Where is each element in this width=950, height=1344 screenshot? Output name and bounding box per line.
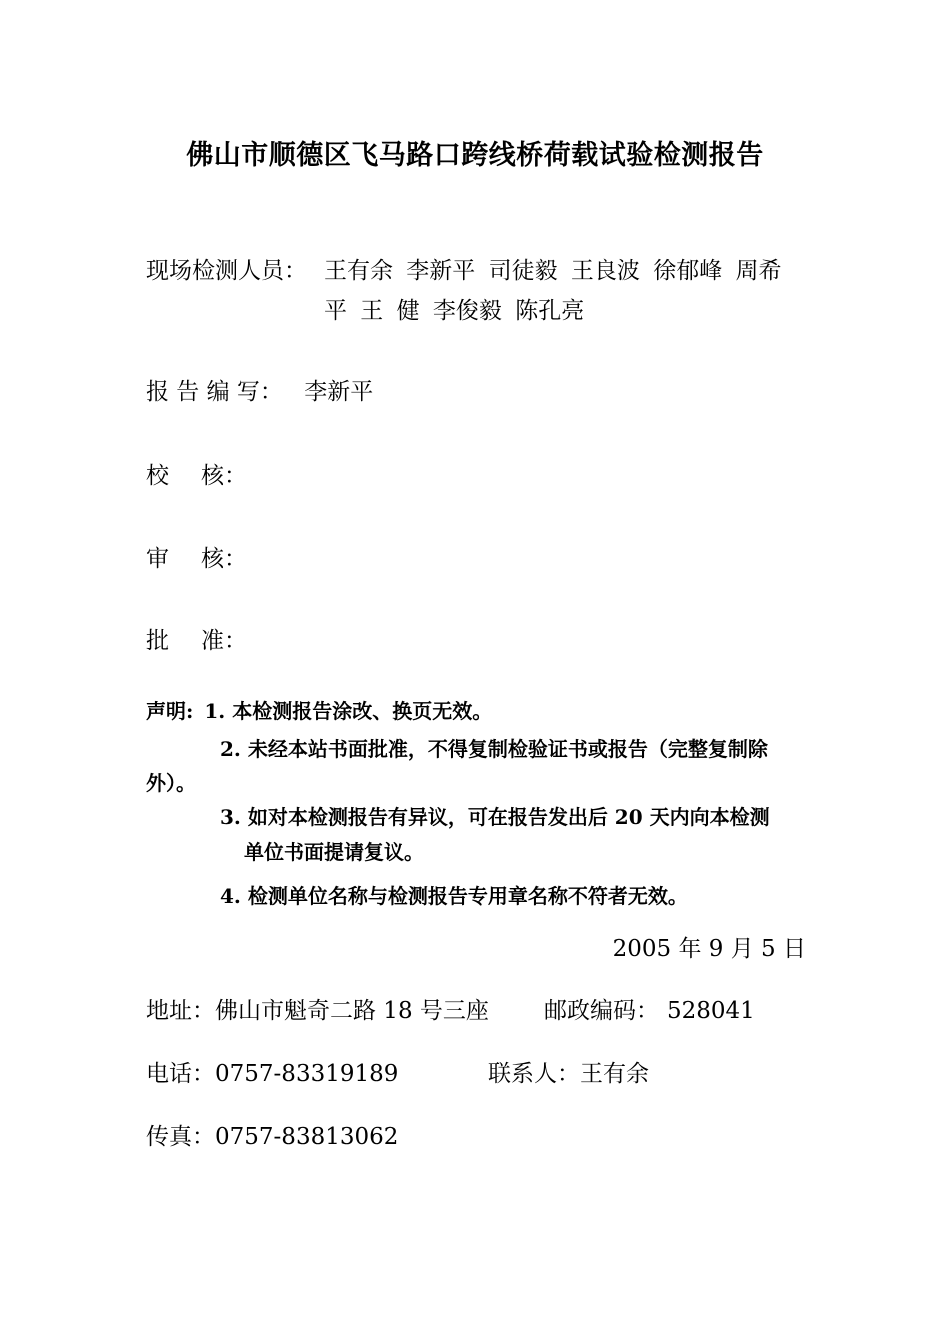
- staff-names-line-1: 王有余 李新平 司徒毅 王良波 徐郁峰 周希: [324, 258, 782, 284]
- staff-names-line-2: 平 王 健 李俊毅 陈孔亮: [324, 298, 585, 324]
- fax-value: 0757-83813062: [215, 1124, 399, 1150]
- signature-row-approve: [146, 622, 247, 655]
- declaration-label: 声明:: [146, 699, 194, 723]
- signature-label-check: 校核: [146, 463, 224, 489]
- report-writer-value: 李新平: [304, 379, 374, 405]
- postcode-value: 528041: [667, 998, 755, 1024]
- declaration-item-2-line-1: 2. 未经本站书面批准，不得复制检验证书或报告（完整复制除: [220, 737, 768, 761]
- address-value: 佛山市魁奇二路 18 号三座: [215, 998, 489, 1024]
- signature-row-review: [146, 540, 247, 573]
- signature-row-check: [146, 457, 247, 490]
- address-row: [146, 992, 489, 1025]
- declaration-item-4: 4. 检测单位名称与检测报告专用章名称不符者无效。: [220, 884, 688, 908]
- staff-label: 现场检测人员：: [146, 258, 307, 284]
- postcode-label: 邮政编码：: [544, 998, 659, 1024]
- report-writer-label: 报 告 编 写：: [146, 379, 283, 405]
- signature-colon-review: ：: [224, 546, 247, 572]
- fax-row: [146, 1118, 398, 1151]
- report-title: 佛山市顺德区飞马路口跨线桥荷载试验检测报告: [186, 140, 764, 171]
- phone-row: [146, 1055, 398, 1088]
- declaration-item-2-line-2: 外）。: [146, 771, 196, 795]
- declaration-item-3-line-1: 3. 如对本检测报告有异议，可在报告发出后 20 天内向本检测: [220, 805, 770, 829]
- declaration-item-1: 1. 本检测报告涂改、换页无效。: [204, 699, 493, 723]
- signature-colon-approve: ：: [224, 628, 247, 654]
- report-date: 2005 年 9 月 5 日: [612, 936, 806, 962]
- contact-person-label: 联系人：: [488, 1061, 580, 1087]
- phone-value: 0757-83319189: [215, 1061, 399, 1087]
- postcode-row: [544, 992, 755, 1025]
- report-writer-row: [146, 373, 373, 406]
- phone-label: 电话：: [146, 1061, 215, 1087]
- address-label: 地址：: [146, 998, 215, 1024]
- signature-colon-check: ：: [224, 463, 247, 489]
- fax-label: 传真：: [146, 1124, 215, 1150]
- signature-label-review: 审核: [146, 546, 224, 572]
- signature-label-approve: 批准: [146, 628, 224, 654]
- contact-person-value: 王有余: [580, 1061, 649, 1087]
- contact-person-row: [488, 1055, 649, 1088]
- declaration-row-1: [146, 695, 492, 724]
- declaration-item-3-line-2: 单位书面提请复议。: [244, 840, 424, 864]
